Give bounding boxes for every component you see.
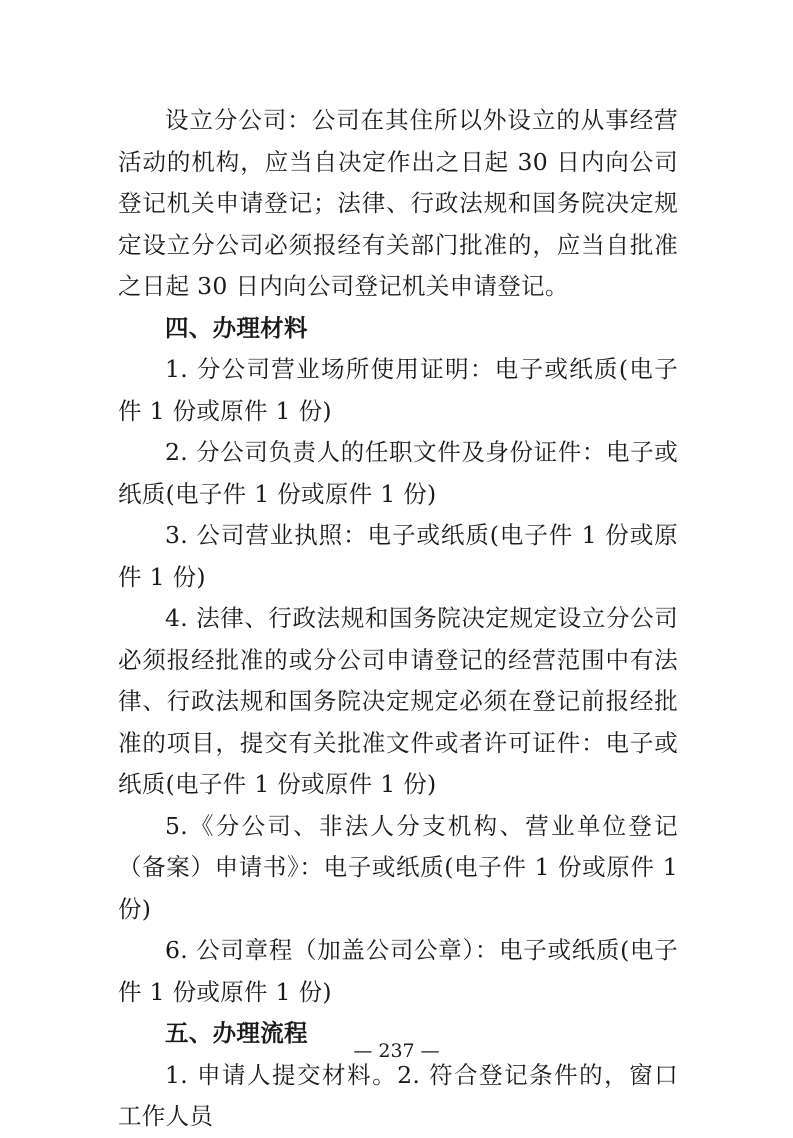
- material-item-5: 5.《分公司、非法人分支机构、营业单位登记（备案）申请书》：电子或纸质(电子件 1 份或原件 1 份): [118, 811, 678, 923]
- document-body: [118, 100, 678, 1138]
- process-step-text: 1. 申请人提交材料。2. 符合登记条件的，窗口工作人员: [118, 1060, 678, 1130]
- section-heading-process: 五、办理流程: [165, 1019, 308, 1047]
- material-item-2: 2. 分公司负责人的任职文件及身份证件：电子或纸质(电子件 1 份或原件 1 份): [118, 438, 678, 508]
- material-item-1: 1. 分公司营业场所使用证明：电子或纸质(电子件 1 份或原件 1 份): [118, 355, 678, 425]
- material-item-4: 4. 法律、行政法规和国务院决定规定设立分公司必须报经批准的或分公司申请登记的经营范围中有法律、行政法规和国务院决定规定必须在登记前报经批准的项目，提交有关批准文件或者许可证件：电子或纸质(电子件 1 份或原件 1 份): [118, 604, 678, 798]
- section-heading-materials: 四、办理材料: [165, 313, 308, 342]
- paragraph-branch-definition: 设立分公司：公司在其住所以外设立的从事经营活动的机构，应当自决定作出之日起 30 日内向公司登记机关申请登记；法律、行政法规和国务院决定规定设立分公司必须报经有关部门批准的，应当自批准之日起 30 日内向公司登记机关申请登记。: [118, 106, 678, 300]
- page-number: — 237 —: [353, 1040, 440, 1062]
- material-item-6: 6. 公司章程（加盖公司公章）：电子或纸质(电子件 1 份或原件 1 份): [118, 936, 678, 1006]
- material-item-3: 3. 公司营业执照：电子或纸质(电子件 1 份或原件 1 份): [118, 521, 678, 591]
